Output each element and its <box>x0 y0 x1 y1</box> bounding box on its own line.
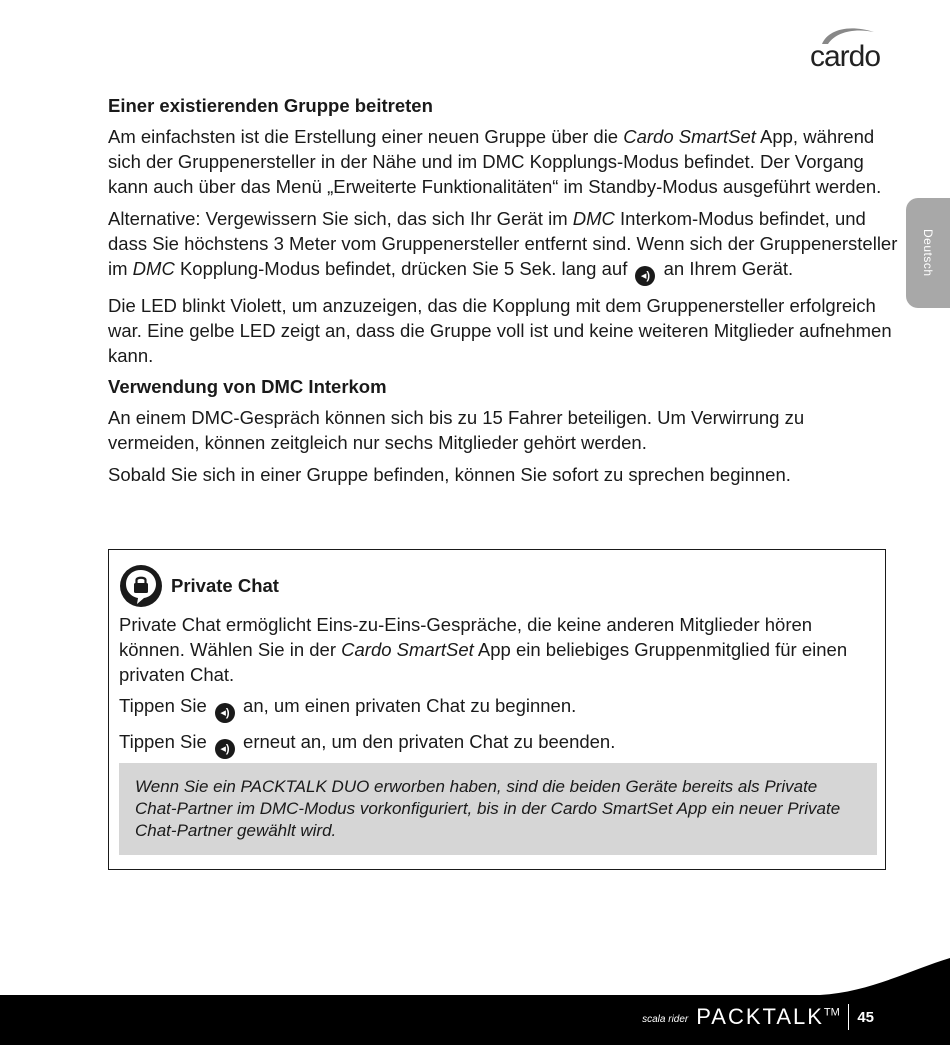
intercom-button-icon: ◂) <box>215 739 235 759</box>
footer-divider <box>848 1004 850 1030</box>
footer-brand <box>642 1004 874 1030</box>
private-chat-start: Tippen Sie ◂) an, um einen privaten Chat zu beginnen. <box>119 693 875 723</box>
paragraph-join-1: Am einfachsten ist die Erstellung einer neuen Gruppe über die Cardo SmartSet App, während sich der Gruppenersteller in der Nähe und im DMC Kopplungs-Modus befindet. Der Vorgang kann auch über das Menü „Erweiterte Funktionalitäten“ im Standby-Modus ausgeführt werden. <box>108 126 882 197</box>
heading-dmc-intercom: Verwendung von DMC Interkom <box>108 376 387 397</box>
private-chat-end: Tippen Sie ◂) erneut an, um den privaten Chat zu beenden. <box>119 729 875 759</box>
paragraph-dmc-1: An einem DMC-Gespräch können sich bis zu 15 Fahrer beteiligen. Um Verwirrung zu vermeiden, können zeitgleich nur sechs Mitglieder gehört werden. <box>108 407 805 453</box>
footer-band <box>0 950 950 1045</box>
main-content <box>108 94 898 494</box>
paragraph-join-2: Alternative: Vergewissern Sie sich, das sich Ihr Gerät im DMC Interkom-Modus befindet, und dass Sie höchstens 3 Meter vom Gruppenersteller entfernt sind. Wenn sich der Gruppenersteller im DMC Kopplung-Modus befindet, drücken Sie 5 Sek. lang auf ◂) an Ihrem Gerät. <box>108 206 898 286</box>
page-number: 45 <box>857 1008 874 1026</box>
heading-join-group: Einer existierenden Gruppe beitreten <box>108 95 433 116</box>
paragraph-join-3: Die LED blinkt Violett, um anzuzeigen, das die Kopplung mit dem Gruppenersteller erfolgreich war. Eine gelbe LED zeigt an, dass die Gruppe voll ist und keine weiteren Mitglieder aufnehmen kann. <box>108 295 892 366</box>
private-chat-title: Private Chat <box>171 575 279 596</box>
intercom-button-icon: ◂) <box>215 703 235 723</box>
footer-brand-name: PACKTALK™ <box>696 1004 840 1029</box>
footer-brand-small: scala rider <box>642 1013 689 1025</box>
private-chat-box <box>108 549 886 870</box>
language-tab <box>906 198 950 308</box>
paragraph-dmc-2: Sobald Sie sich in einer Gruppe befinden, können Sie sofort zu sprechen beginnen. <box>108 464 791 485</box>
note-text: Wenn Sie ein PACKTALK DUO erworben haben, sind die beiden Geräte bereits als Private Chat-Partner im DMC-Modus vorkonfiguriert, bis in der Cardo SmartSet App ein neuer Private Chat-Partner gewählt wird. <box>135 777 841 840</box>
intercom-button-icon: ◂) <box>635 266 655 286</box>
cardo-logo <box>810 24 888 72</box>
logo-text: cardo <box>810 40 881 73</box>
private-chat-paragraph: Private Chat ermöglicht Eins-zu-Eins-Gespräche, die keine anderen Mitglieder hören können. Wählen Sie in der Cardo SmartSet App ein beliebiges Gruppenmitglied für einen privaten Chat. <box>119 614 848 685</box>
private-chat-note <box>119 763 877 855</box>
lock-speech-bubble-icon <box>119 564 163 608</box>
language-tab-label: Deutsch <box>921 229 935 277</box>
